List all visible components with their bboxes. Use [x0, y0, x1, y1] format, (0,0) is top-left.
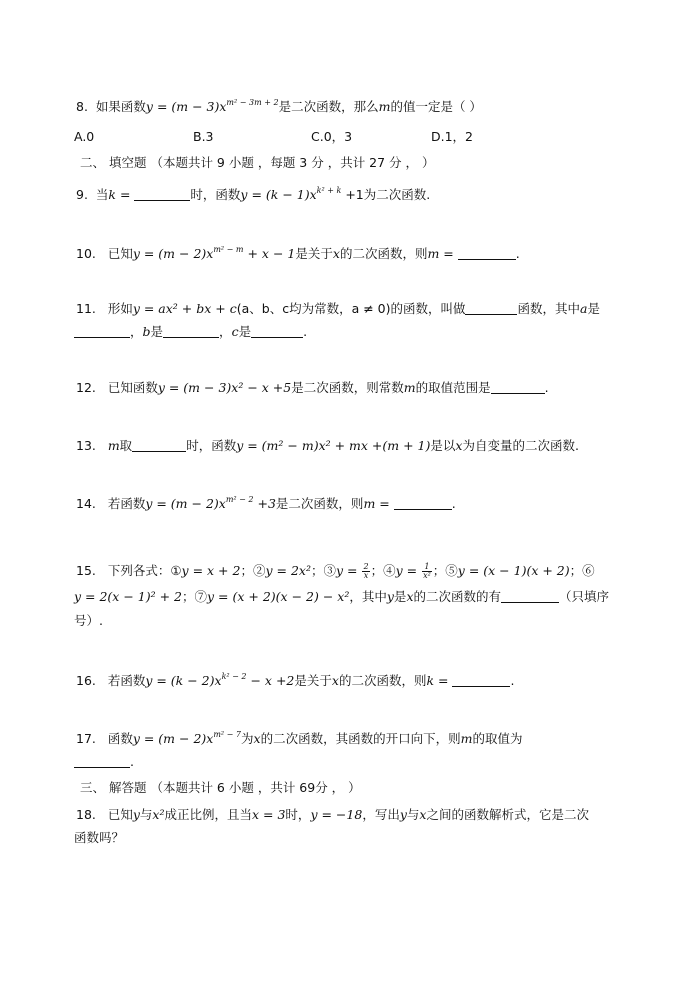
numerator: 2 [363, 562, 369, 571]
question-text: ，写出 [362, 807, 400, 822]
question-text: 如果函数 [95, 99, 146, 114]
question-text: 若函数 [107, 673, 146, 688]
variable: a [580, 301, 588, 316]
answer-blank [74, 325, 130, 338]
answer-blank [132, 439, 186, 452]
formula: y = ax² + bx + c [132, 301, 237, 316]
fraction [362, 563, 369, 580]
item-marker: ；⑤ [432, 563, 458, 578]
answer-blank [501, 590, 559, 603]
question-9 [76, 187, 430, 203]
denominator: x² [423, 571, 431, 580]
question-number: 14. [76, 496, 96, 511]
question-text: 已知函数 [107, 380, 158, 395]
question-number: 13. [76, 438, 96, 453]
variable: m [460, 731, 473, 746]
formula: y = (m² − m)x² + mx +(m + 1) [236, 438, 431, 453]
variable: x [332, 246, 340, 261]
section-heading: 二、 填空题 （本题共计 9 小题 ，每题 3 分 ，共计 27 分 ， ） [80, 155, 435, 170]
question-text: 的二次函数，其函数的开口向下，则 [260, 731, 461, 746]
formula: k = [426, 673, 453, 688]
section-heading: 三、 解答题 （本题共计 6 小题 ，共计 69分 ， ） [80, 780, 361, 795]
formula: y = x + 2 [181, 563, 241, 578]
question-17 [76, 731, 522, 747]
question-11 [76, 301, 600, 317]
question-text: ，其中 [349, 589, 387, 604]
question-text: . [510, 673, 515, 688]
answer-blank [74, 755, 130, 768]
question-18-line-2: 函数吗？ [74, 830, 125, 845]
numerator: 1 [422, 563, 432, 572]
question-text: 的取值范围是 [415, 380, 491, 395]
variable: x [406, 589, 414, 604]
item-marker: ；④ [370, 563, 396, 578]
question-text: 是 [238, 324, 252, 339]
question-text: 形如 [107, 301, 133, 316]
question-text: 下列各式： [107, 563, 171, 578]
question-10 [76, 246, 520, 262]
item-marker: ① [170, 563, 182, 578]
question-number: 18. [76, 807, 96, 822]
question-text: ， [130, 324, 143, 339]
variable: x² [152, 807, 165, 822]
formula: y = (m − 3)x [145, 99, 227, 114]
formula: y = (m − 3)x² − x +5 [157, 380, 292, 395]
option-a: A.0 [74, 129, 95, 144]
answer-blank [452, 674, 510, 687]
question-text: 为自变量的二次函数. [462, 438, 579, 453]
item-marker: ；⑥ [569, 563, 595, 578]
question-15-line-3: 号）. [74, 613, 103, 628]
formula: y = (k − 2)x [145, 673, 222, 688]
question-16 [76, 673, 514, 689]
variable: m [378, 99, 391, 114]
question-text: 之间的函数解析式，它是二次 [426, 807, 589, 822]
question-17-line-2 [74, 754, 134, 770]
formula: +3 [253, 496, 276, 511]
question-15 [76, 563, 595, 580]
formula: + x − 1 [243, 246, 296, 261]
question-12 [76, 380, 549, 396]
answer-blank [163, 325, 219, 338]
exponent: m² − 7 [213, 730, 242, 739]
option-c: C.0，3 [311, 129, 353, 144]
variable: c [231, 324, 239, 339]
formula: y = (m − 2)x [132, 731, 214, 746]
answer-blank [458, 247, 516, 260]
question-text: (a、b、c均为常数，a ≠ 0)的函数，叫做 [236, 301, 466, 316]
exponent: m² − 2 [225, 495, 254, 504]
formula: − x +2 [246, 673, 295, 688]
question-text: 与 [406, 807, 420, 822]
formula: y = [335, 563, 362, 578]
variable: b [142, 324, 151, 339]
question-text: . [303, 324, 308, 339]
question-text: 当 [95, 187, 109, 202]
question-text: 是二次函数，那么 [278, 99, 379, 114]
question-number: 11. [76, 301, 96, 316]
formula: y = 2(x − 1)² + 2 [74, 589, 182, 604]
question-text: 已知 [107, 246, 133, 261]
question-text: 的取值为 [472, 731, 523, 746]
question-text: 已知 [107, 807, 133, 822]
question-text: 是关于 [295, 246, 333, 261]
answer-blank [465, 302, 517, 315]
question-number: 15. [76, 563, 96, 578]
exponent: m² − 3m + 2 [226, 98, 279, 107]
question-text: 是 [150, 324, 164, 339]
formula: y = (m − 2)x [145, 496, 226, 511]
variable: y [132, 807, 140, 822]
question-text: 是以 [430, 438, 456, 453]
formula: m = [363, 496, 394, 511]
question-number: 9. [76, 187, 88, 202]
question-text: 的值一定是（ ） [390, 99, 482, 114]
variable: x [253, 731, 261, 746]
question-number: 12. [76, 380, 96, 395]
question-13 [76, 438, 579, 454]
question-number: 17. [76, 731, 96, 746]
formula: y = [395, 563, 422, 578]
formula: y = (m − 2)x [132, 246, 214, 261]
question-text: 时，函数 [190, 187, 241, 202]
question-text: 时，函数 [186, 438, 237, 453]
question-text: . [451, 496, 456, 511]
question-text: （只填序 [559, 589, 610, 604]
variable: x [455, 438, 463, 453]
formula: y = 2x² [265, 563, 311, 578]
formula: x = 3 [251, 807, 286, 822]
formula: k = [108, 187, 135, 202]
question-text: . [544, 380, 549, 395]
question-text: 是 [587, 301, 600, 316]
question-number: 10. [76, 246, 96, 261]
item-marker: ；⑦ [182, 589, 208, 604]
question-text: 函数，其中 [517, 301, 580, 316]
question-text: 与 [139, 807, 153, 822]
question-text: 函数 [107, 731, 133, 746]
answer-blank [251, 325, 303, 338]
question-text: 的二次函数，则 [338, 673, 427, 688]
formula: y = −18 [310, 807, 363, 822]
variable: m [403, 380, 416, 395]
formula: y = (k − 1)x [240, 187, 317, 202]
question-text: 是 [393, 589, 407, 604]
question-text: . [130, 754, 134, 769]
question-text: +1为二次函数. [341, 187, 431, 202]
exponent: m² − m [213, 245, 244, 254]
option-b: B.3 [193, 129, 214, 144]
question-text: 的二次函数的有 [413, 589, 502, 604]
question-text: 是关于 [294, 673, 332, 688]
question-number: 16. [76, 673, 96, 688]
formula: m = [427, 246, 458, 261]
question-text: ， [219, 324, 232, 339]
question-text: 取 [119, 438, 133, 453]
variable: x [419, 807, 427, 822]
question-text: 是二次函数，则常数 [291, 380, 404, 395]
option-d: D.1，2 [431, 129, 474, 144]
variable: y [399, 807, 407, 822]
item-marker: ；③ [310, 563, 336, 578]
variable: m [107, 438, 120, 453]
answer-blank [394, 497, 452, 510]
answer-blank [491, 381, 545, 394]
variable: x [331, 673, 339, 688]
question-text: 成正比例，且当 [164, 807, 252, 822]
question-14 [76, 496, 456, 512]
question-text: 时， [285, 807, 311, 822]
exponent: k² + k [316, 186, 342, 195]
formula: y = (x − 1)(x + 2) [457, 563, 570, 578]
exponent: k² − 2 [221, 672, 247, 681]
question-text: . [515, 246, 520, 261]
variable: y [386, 589, 394, 604]
question-text: 是二次函数，则 [275, 496, 364, 511]
question-text: 若函数 [107, 496, 146, 511]
question-text: 的二次函数，则 [339, 246, 428, 261]
question-number: 8. [76, 99, 88, 114]
question-text: 为 [241, 731, 254, 746]
fraction [422, 563, 432, 580]
denominator: x [363, 571, 369, 580]
question-8 [76, 99, 482, 115]
formula: y = (x + 2)(x − 2) − x² [207, 589, 350, 604]
item-marker: ；② [240, 563, 266, 578]
question-11-line-2 [74, 324, 307, 340]
question-15-line-2 [74, 589, 609, 605]
question-18 [76, 807, 589, 823]
answer-blank [134, 188, 190, 201]
